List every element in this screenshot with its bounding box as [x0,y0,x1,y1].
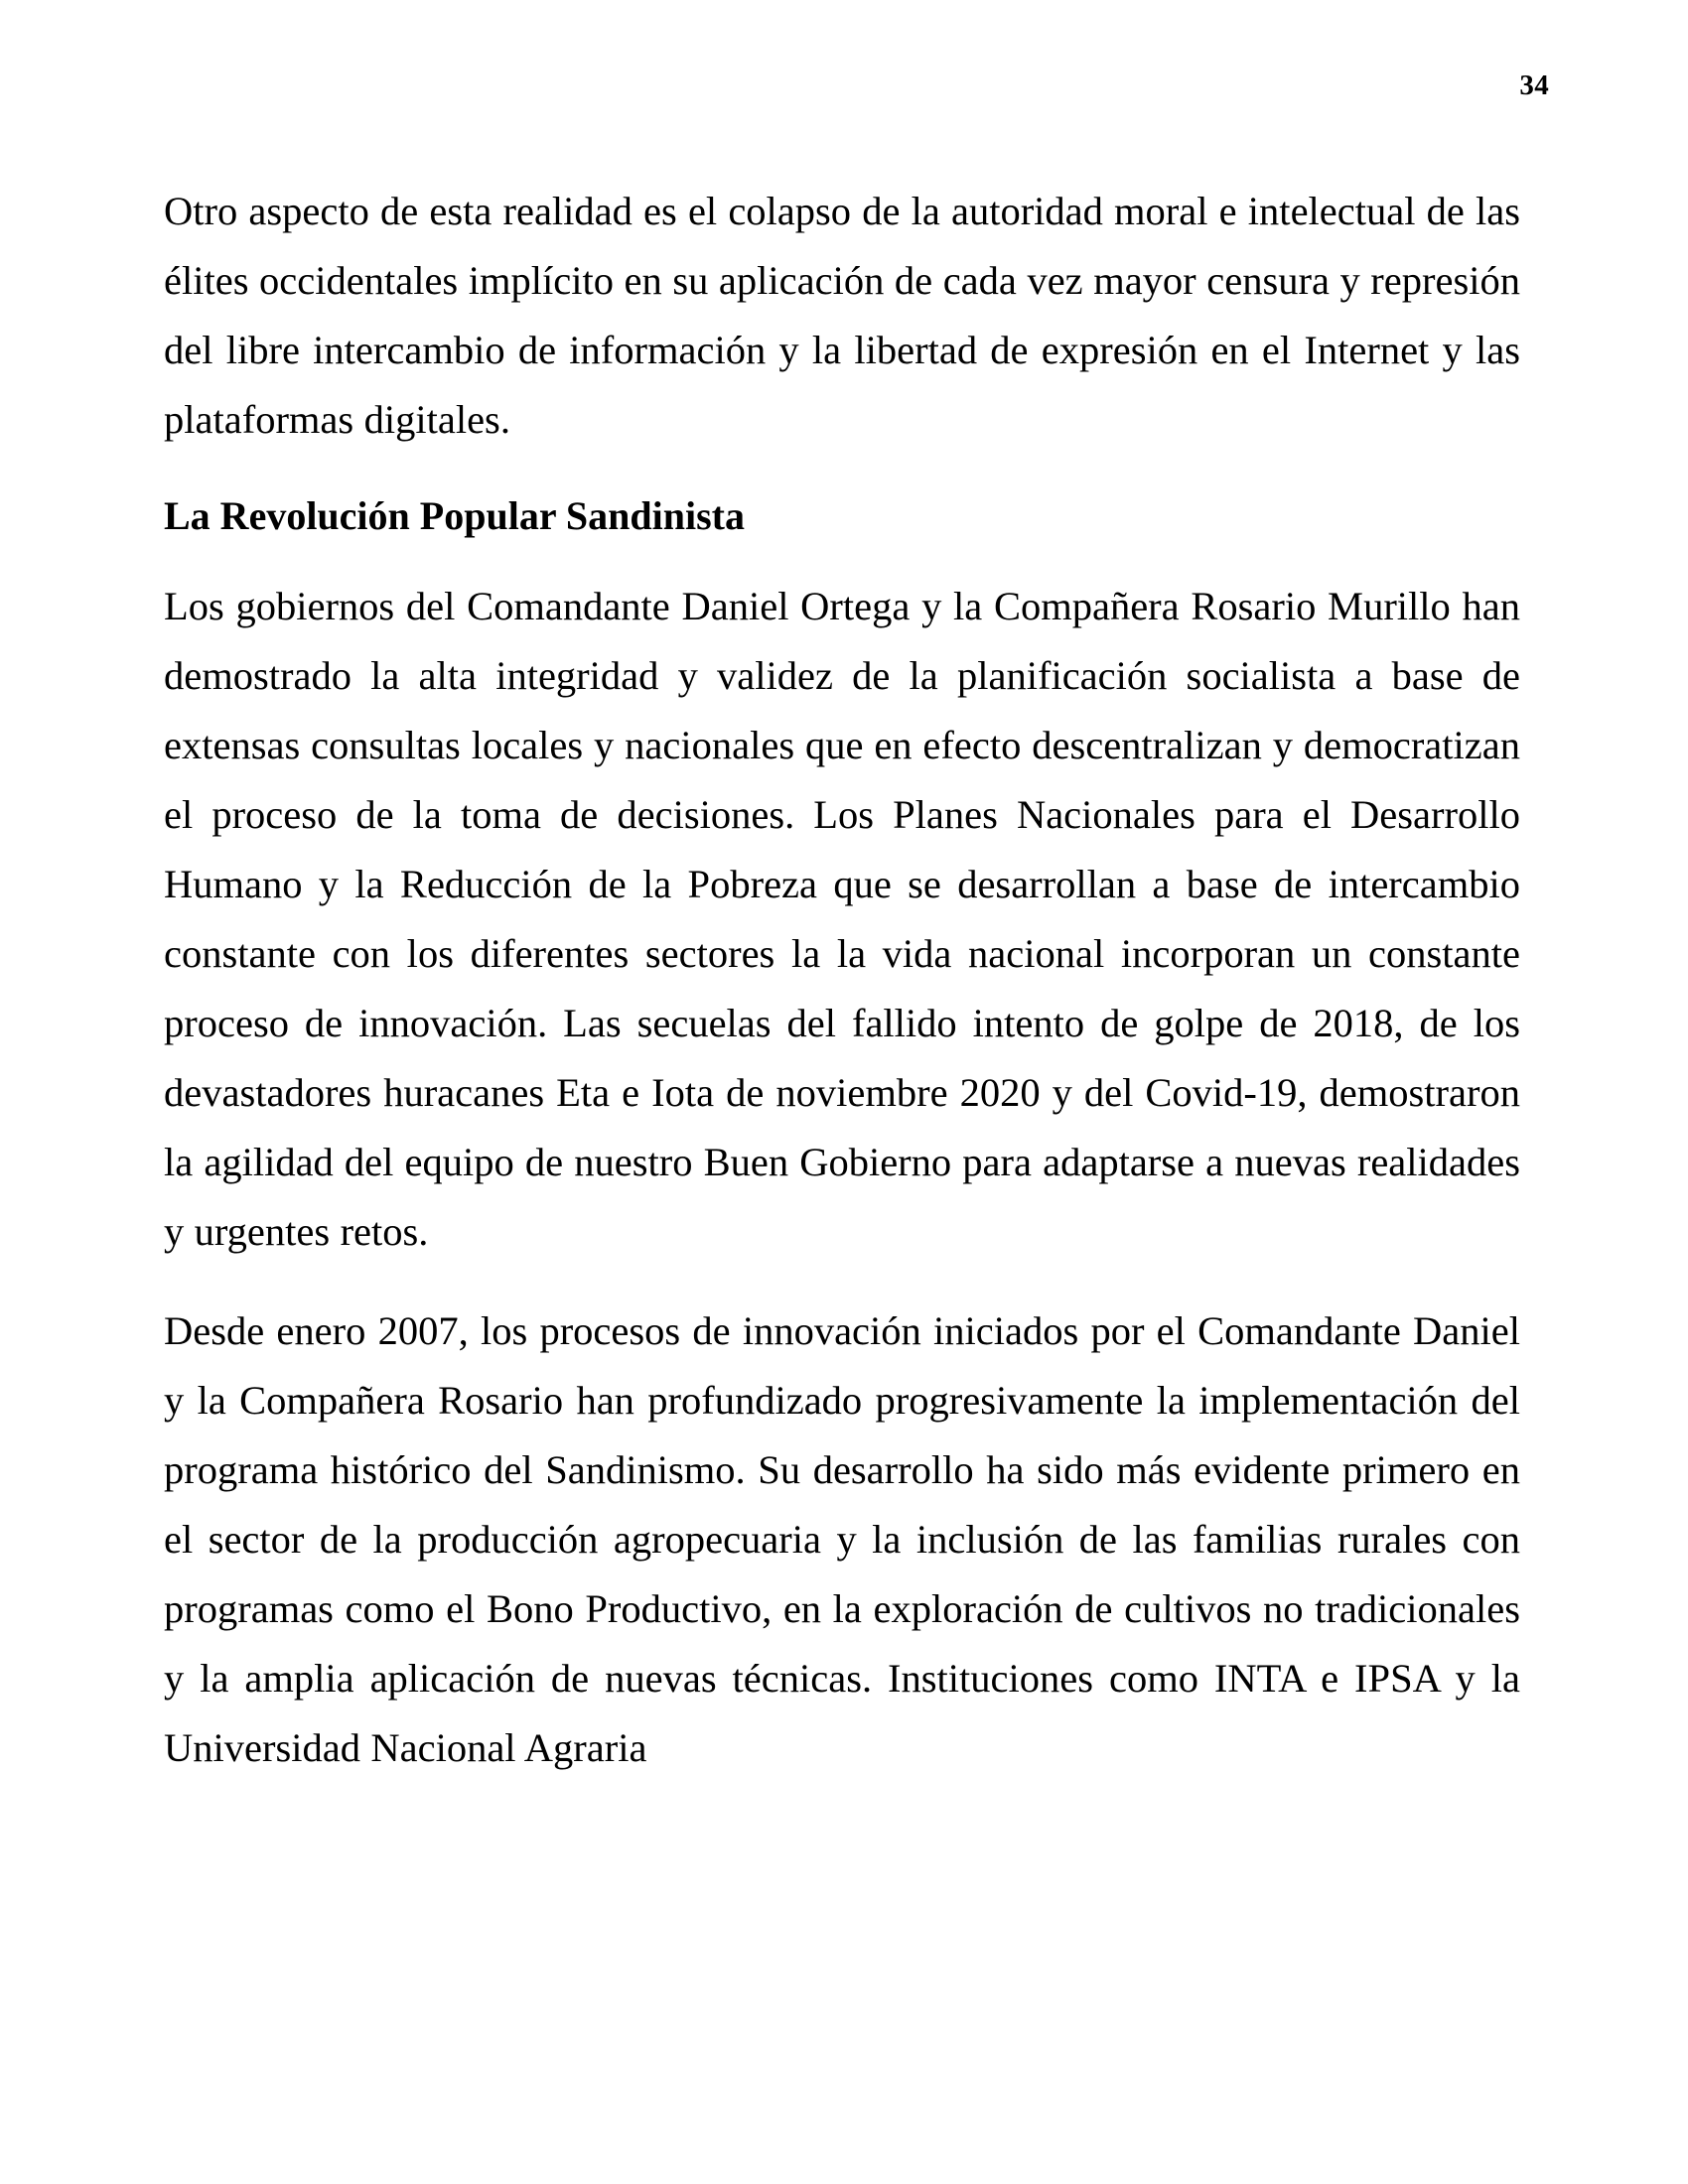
paragraph-2: Los gobiernos del Comandante Daniel Ortega y la Compañera Rosario Murillo han demostrado la alta integridad y validez de la planificación socialista a base de extensas consultas locales y nacionales que en efecto descentralizan y democratizan el proceso de la toma de decisiones. Los Planes Nacionales para el Desarrollo Humano y la Reducción de la Pobreza que se desarrollan a base de intercambio constante con los diferentes sectores la la vida nacional incorporan un constante proceso de innovación. Las secuelas del fallido intento de golpe de 2018, de los devastadores huracanes Eta e Iota de noviembre 2020 y del Covid-19, demostraron la agilidad del equipo de nuestro Buen Gobierno para adaptarse a nuevas realidades y urgentes retos. [164,584,1520,1254]
paragraph-3: Desde enero 2007, los procesos de innovación iniciados por el Comandante Daniel y la Compañera Rosario han profundizado progresivamente la implementación del programa histórico del Sandinismo. Su desarrollo ha sido más evidente primero en el sector de la producción agropecuaria y la inclusión de las familias rurales con programas como el Bono Productivo, en la exploración de cultivos no tradicionales y la amplia aplicación de nuevas técnicas. Instituciones como INTA e IPSA y la Universidad Nacional Agraria [164,1308,1520,1770]
paragraph-1: Otro aspecto de esta realidad es el colapso de la autoridad moral e intelectual de las élites occidentales implícito en su aplicación de cada vez mayor censura y represión del libre intercambio de información y la libertad de expresión en el Internet y las plataformas digitales. [164,189,1520,442]
heading-revolucion-popular-sandinista: La Revolución Popular Sandinista [164,493,745,538]
page-content [164,177,1520,1783]
page-number: 34 [1519,69,1549,101]
